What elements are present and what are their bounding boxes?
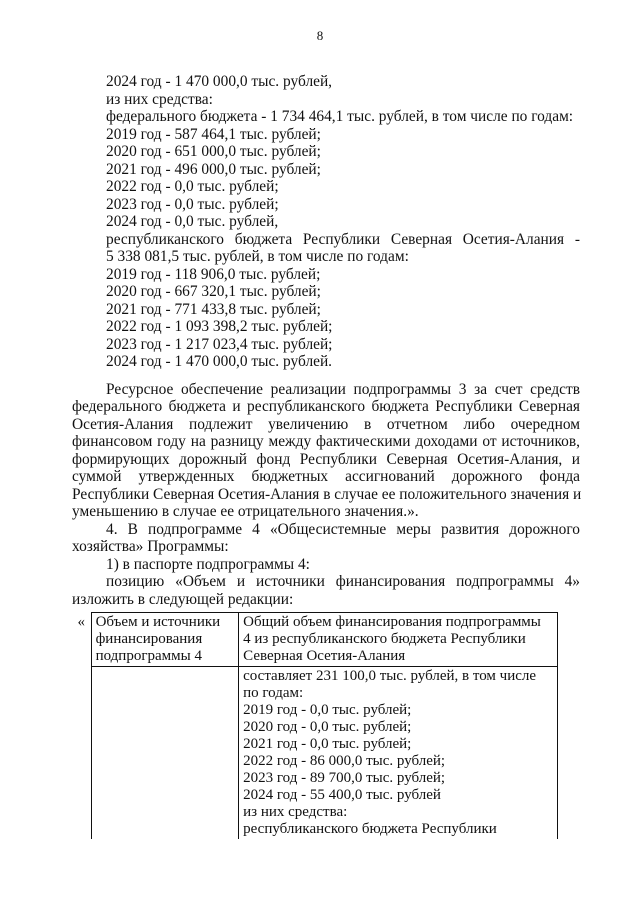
text-line: из них средства: [106, 91, 213, 108]
table-cell-value [239, 613, 558, 667]
text-line: 2023 год - 1 217 023,4 тыс. рублей; [106, 336, 333, 353]
cell-line: Объем и источники [95, 614, 221, 630]
cell-line: из них средства: [243, 804, 348, 820]
cell-line: по годам: [243, 685, 304, 701]
text-line: 2022 год - 0,0 тыс. рублей; [106, 178, 279, 195]
paragraph-line: Осетия-Алания подлежит увеличению в отчетном либо очередном [72, 416, 580, 433]
paragraph-line: хозяйства» Программы: [72, 538, 229, 555]
financing-table [72, 612, 558, 839]
text-line: 2019 год - 118 906,0 тыс. рублей; [106, 266, 321, 283]
paragraph-line: федерального бюджета и республиканского бюджета Республики Северная [72, 398, 580, 415]
paragraph-line: 1) в паспорте подпрограммы 4: [106, 556, 310, 573]
text-line: 2019 год - 587 464,1 тыс. рублей; [106, 126, 321, 143]
table-cell-label [91, 613, 239, 667]
cell-line: 2020 год - 0,0 тыс. рублей; [243, 719, 412, 735]
text-line: 2020 год - 667 320,1 тыс. рублей; [106, 283, 321, 300]
text-line: республиканского бюджета Республики Северная Осетия-Алания - [106, 231, 580, 248]
text-line: 2024 год - 0,0 тыс. рублей, [106, 213, 279, 230]
cell-line: 2019 год - 0,0 тыс. рублей; [243, 702, 412, 718]
text-line: федерального бюджета - 1 734 464,1 тыс. рублей, в том числе по годам: [106, 108, 574, 125]
paragraph-line: уменьшению в случае ее отрицательного значения.». [72, 503, 419, 520]
text-line: 2020 год - 651 000,0 тыс. рублей; [106, 143, 321, 160]
cell-line: Северная Осетия-Алания [243, 648, 406, 664]
paragraph-line: 4. В подпрограмме 4 «Общесистемные меры развития дорожного [106, 521, 580, 538]
page-number: 8 [316, 28, 324, 43]
cell-line: составляет 231 100,0 тыс. рублей, в том числе [243, 668, 537, 684]
quote-spacer [72, 667, 91, 840]
text-line: 2022 год - 1 093 398,2 тыс. рублей; [106, 318, 333, 335]
table-cell-value [239, 667, 558, 840]
cell-line: 2021 год - 0,0 тыс. рублей; [243, 736, 412, 752]
table-cell-empty [91, 667, 239, 840]
cell-line: финансирования [95, 631, 203, 647]
cell-line: 2024 год - 55 400,0 тыс. рублей [243, 787, 441, 803]
text-line: 5 338 081,5 тыс. рублей, в том числе по годам: [106, 248, 409, 265]
open-quote: « [72, 613, 91, 667]
paragraph-line: позицию «Объем и источники финансирования подпрограммы 4» [106, 573, 580, 590]
table-row [72, 667, 558, 840]
text-line: 2024 год - 1 470 000,0 тыс. рублей. [106, 353, 333, 370]
text-line: 2023 год - 0,0 тыс. рублей; [106, 196, 279, 213]
cell-line: 4 из республиканского бюджета Республики [243, 631, 526, 647]
cell-line: подпрограммы 4 [95, 648, 202, 664]
cell-line: 2022 год - 86 000,0 тыс. рублей; [243, 753, 446, 769]
text-line: 2021 год - 496 000,0 тыс. рублей; [106, 161, 321, 178]
paragraph-line: суммой утвержденных бюджетных ассигнований дорожного фонда [72, 468, 580, 485]
paragraph-line: формирующих дорожный фонд Республики Северная Осетия-Алания, и [72, 451, 580, 468]
cell-line: Общий объем финансирования подпрограммы [243, 614, 541, 630]
text-line: 2021 год - 771 433,8 тыс. рублей; [106, 301, 321, 318]
paragraph-line: финансовом году на разницу между фактическими доходами от источников, [72, 433, 580, 450]
text-line: 2024 год - 1 470 000,0 тыс. рублей, [106, 73, 333, 90]
cell-line: 2023 год - 89 700,0 тыс. рублей; [243, 770, 446, 786]
paragraph-line: изложить в следующей редакции: [72, 591, 294, 608]
table-row [72, 613, 558, 667]
paragraph-line: Республики Северная Осетия-Алания в случае ее положительного значения и [72, 486, 582, 503]
paragraph-line: Ресурсное обеспечение реализации подпрограммы 3 за счет средств [106, 381, 580, 398]
cell-line: республиканского бюджета Республики [243, 821, 497, 837]
